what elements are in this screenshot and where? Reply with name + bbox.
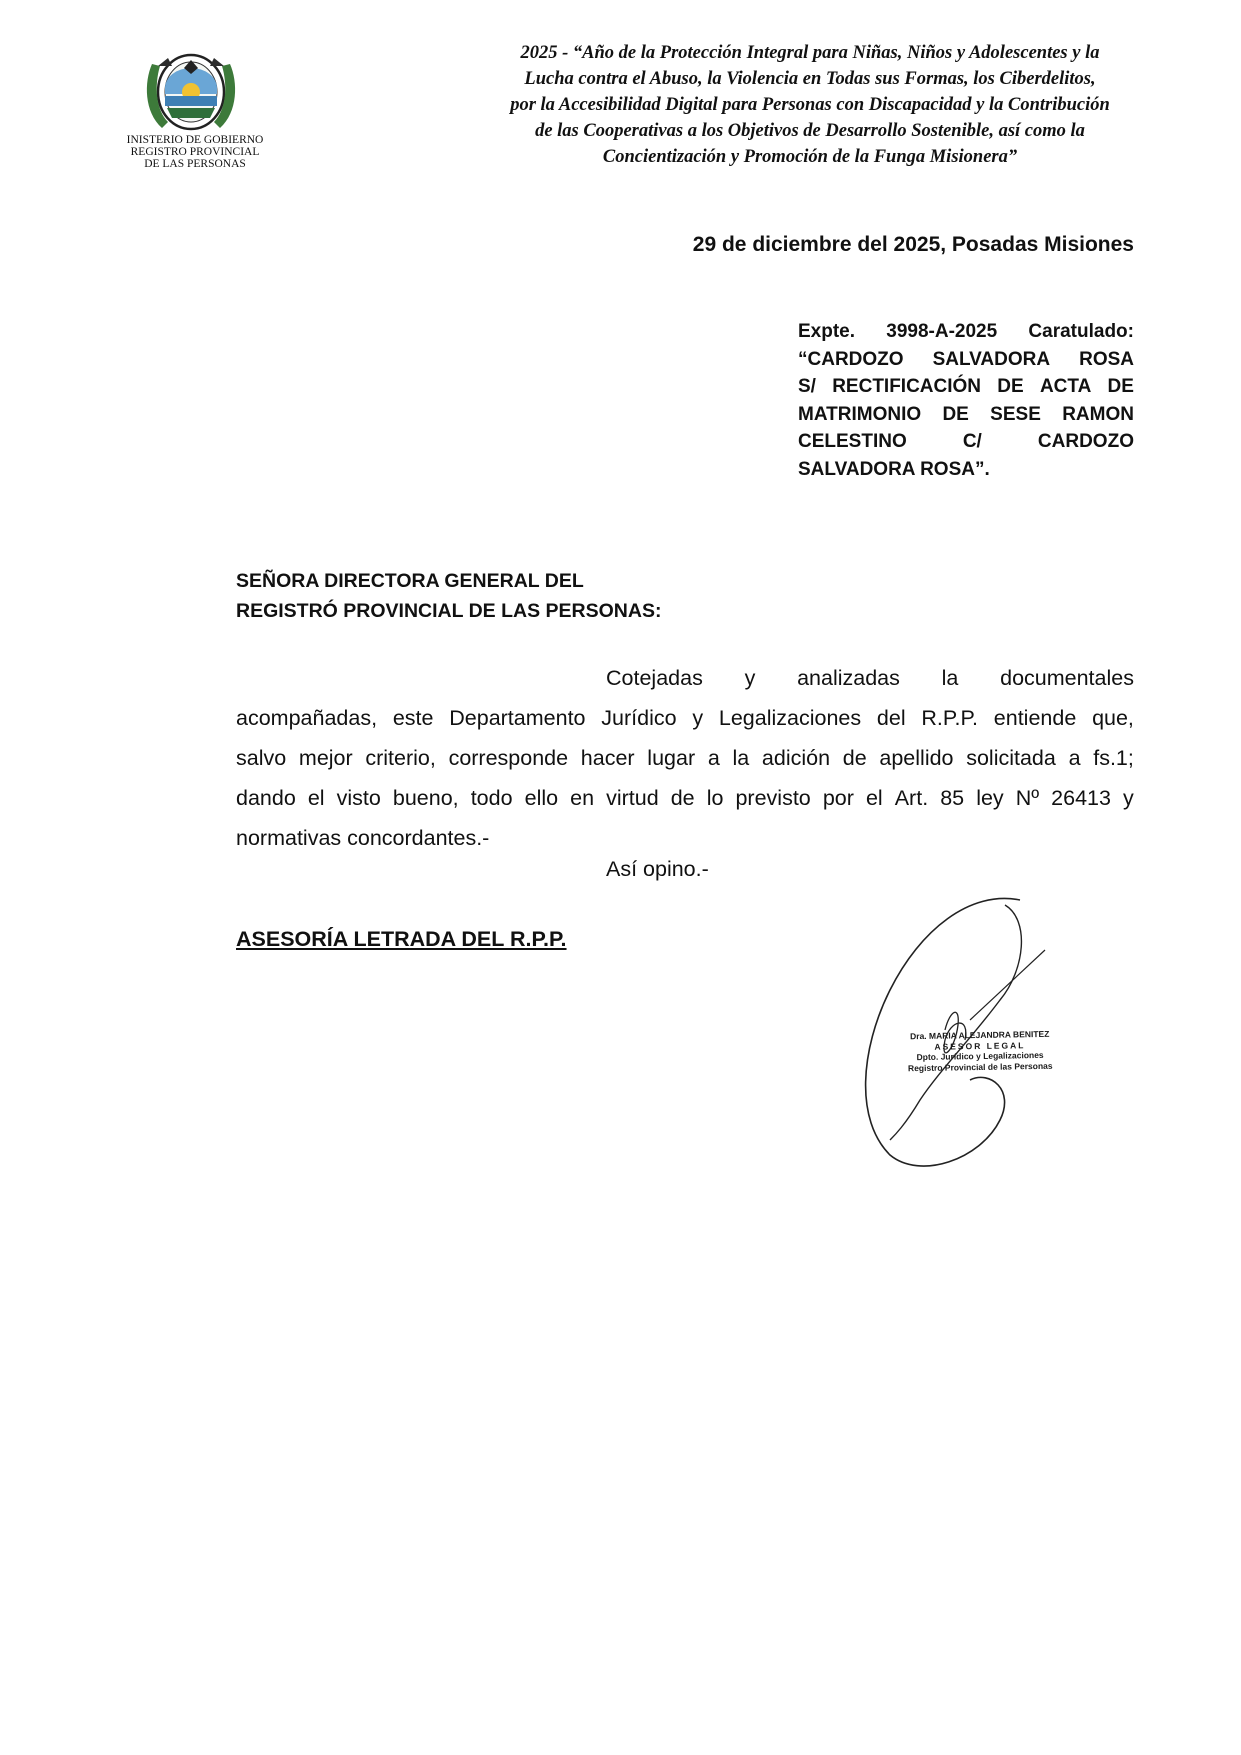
word: solicitada [966,746,1056,770]
word: 26413 [1051,786,1111,810]
word: C/ [962,431,982,452]
ministry-line: INISTERIO DE GOBIERNO [126,134,264,146]
word: SESE [990,403,1041,425]
ministry-header [110,134,280,170]
word: de [842,746,867,770]
word: R.P.P. [921,706,978,730]
word: visto [336,786,381,810]
case-reference [798,318,1134,483]
body-line [236,778,1134,818]
word: documentales [1000,666,1134,690]
body-line [236,738,1134,778]
stamp-name: Dra. MARIA ALEJANDRA BENITEZ [909,1028,1050,1042]
body-line [236,658,1134,698]
word: lugar [647,746,696,770]
word: y [1123,786,1134,810]
word: S/ [798,376,816,397]
lawyer-stamp [895,1029,1066,1074]
word: CARDOZO [1037,431,1134,452]
word: fs.1; [1093,746,1134,770]
case-line: SALVADORA ROSA”. [798,458,990,480]
body-line [236,698,1134,738]
word: que, [1092,706,1134,730]
addressee-line: SEÑORA DIRECTORA GENERAL DEL [236,570,584,592]
stamp-title: ASESOR LEGAL [934,1039,1026,1052]
word: en [570,786,595,810]
word: MATRIMONIO [798,403,922,425]
year-motto [460,40,1160,170]
ministry-line: DE LAS PERSONAS [144,158,246,170]
word: DE [942,403,969,425]
word: DE [1107,376,1134,397]
body-paragraph [236,658,1134,858]
word: Art. [894,786,929,810]
word: Jurídico [601,706,677,730]
word: lo [706,786,724,810]
word: todo [470,786,513,810]
date-line: 29 de diciembre del 2025, Posadas Misiones [692,233,1134,256]
word: la [941,666,959,690]
word: “CARDOZO [798,348,904,370]
case-line [798,318,1134,346]
word: el [307,786,325,810]
word: ello [524,786,559,810]
word: Caratulado: [1028,321,1134,342]
motto-line: Concientización y Promoción de la Funga Misionera” [602,147,1018,167]
signoff-heading: ASESORÍA LETRADA DEL R.P.P. [236,927,567,951]
word: acompañadas, [236,706,378,730]
word: RAMON [1062,403,1134,425]
opinion-line: Así opino.- [606,857,709,881]
word: apellido [879,746,954,770]
word: adición [761,746,831,770]
word: hacer [580,746,635,770]
word: 85 [940,786,965,810]
word: a [1068,746,1081,770]
word: bueno, [392,786,459,810]
word: CELESTINO [798,431,907,452]
addressee [236,566,661,626]
case-line [798,428,1134,456]
word: RECTIFICACIÓN [832,376,982,397]
word: corresponde [448,746,569,770]
word: SALVADORA [932,348,1051,370]
word: ROSA [1079,348,1134,370]
word: mejor [298,746,353,770]
ministry-line: REGISTRO PROVINCIAL [130,146,260,158]
word: a [707,746,720,770]
case-line [798,373,1134,401]
motto-line: por la Accesibilidad Digital para Personas con Discapacidad y la Contribución [510,95,1110,115]
motto-line: 2025 - “Año de la Protección Integral para Niñas, Niños y Adolescentes y la [520,43,1100,63]
word: de [670,786,695,810]
word: entiende [993,706,1077,730]
word: por [822,786,854,810]
word: Expte. [798,321,856,342]
word: Departamento [449,706,586,730]
word: el [865,786,883,810]
word: y [692,706,704,730]
word: del [876,706,906,730]
word: dando [236,786,296,810]
motto-line: Lucha contra el Abuso, la Violencia en Todas sus Formas, los Ciberdelitos, [524,69,1096,89]
word: previsto [735,786,811,810]
word: ACTA [1039,376,1092,397]
body-line: normativas concordantes.- [236,826,490,850]
word: este [392,706,434,730]
word: virtud [606,786,659,810]
stamp-department: Dpto. Jurídico y Legalizaciones [916,1049,1044,1063]
word: DE [997,376,1024,397]
word: la [732,746,750,770]
case-line [798,401,1134,429]
addressee-line: REGISTRÓ PROVINCIAL DE LAS PERSONAS: [236,600,662,622]
word: Nº [1015,786,1040,810]
word: 3998-A-2025 [886,321,998,342]
word: salvo [236,746,287,770]
stamp-registry: Registro Provincial de las Personas [907,1060,1053,1073]
word: y [744,666,756,690]
motto-line: de las Cooperativas a los Objetivos de Desarrollo Sostenible, así como la [535,121,1085,141]
word: criterio, [365,746,436,770]
word: ley [976,786,1004,810]
word: Legalizaciones [718,706,862,730]
word: Cotejadas [606,666,703,690]
case-line [798,346,1134,374]
provincial-coat-of-arms-icon [138,52,244,132]
word: analizadas [797,666,900,690]
